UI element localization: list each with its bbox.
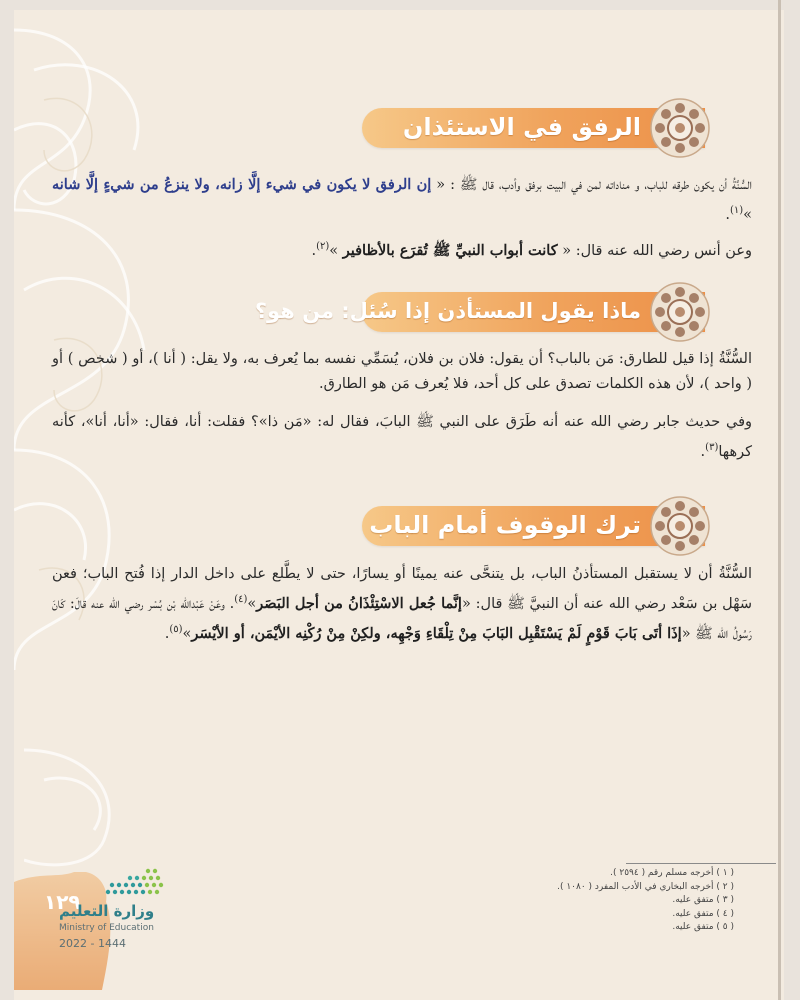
footnote-ref: (٣) xyxy=(705,442,719,453)
page-number: ١٢٩ xyxy=(44,890,81,914)
footnote-ref: (٤) xyxy=(234,594,248,605)
text-run: . xyxy=(164,625,170,642)
section-title-2: ماذا يقول المستأذن إذا سُئل: من هو؟ xyxy=(254,299,641,323)
text-run: » xyxy=(247,595,257,612)
footnote-item: ( ٣ ) متفق عليه. xyxy=(672,895,734,905)
footnote-ref: (٥) xyxy=(169,623,183,635)
text-run: وعن أنس رضي الله عنه قال: « xyxy=(557,242,752,259)
rosette-icon xyxy=(649,97,711,159)
text-run: » xyxy=(743,206,752,223)
emphasized-text: إذَا أتَى بَابَ قَوْمٍ لَمْ يَسْتَقْبِل البَابَ مِنْ تِلْقَاءِ وَجْهِه، ولكِنْ مِنْ رُكْنِه الأيْمَن، أو الأيْسَر xyxy=(191,624,682,642)
footnote-item: ( ٥ ) متفق عليه. xyxy=(672,922,734,932)
footnote-divider xyxy=(626,863,776,864)
ministry-name-english: Ministry of Education xyxy=(59,923,154,933)
ministry-name-arabic: وزارة التعليم xyxy=(59,902,155,920)
text-run: . وعَنْ عَبْدالله بْن بُسْر رضي الله عنه قالَ: كَانَ رَسُولُ الله ﷺ « xyxy=(52,595,752,642)
edition-year: 2022 - 1444 xyxy=(59,937,126,950)
text-run: السُّنَّةُ أن لا يستقبل المستأذنُ الباب، بل يتنحَّى عنه يمينًا أو يسارًا، حتى لا يطَّلع على داخل الدار إذا فُتح الباب؛ فعن سَهْل بن سَعْد رضي الله عنه أن النبيَّ ﷺ قال: « xyxy=(52,566,752,612)
arabesque-ornament-bottom-icon xyxy=(24,740,204,880)
text-run: » xyxy=(329,242,343,259)
ministry-logo-icon xyxy=(100,866,166,902)
footnote-ref: (١) xyxy=(729,205,744,216)
paragraph-s2-p1 xyxy=(52,347,752,397)
section-banner-3 xyxy=(362,506,705,546)
rosette-icon xyxy=(649,495,711,557)
text-run: . xyxy=(700,443,706,460)
section-title-3: ترك الوقوف أمام الباب xyxy=(369,511,641,539)
text-run: وفي حديث جابر رضي الله عنه أنه طَرَق على النبي ﷺ البابَ، فقال له: «مَن ذا»؟ فقلت: أنا، فقال: «أنا، أنا»، كأنه كرهها xyxy=(52,414,752,460)
section-title-1: الرفق في الاستئذان xyxy=(402,113,641,141)
text-run: السُّنَّةُ إذا قيل للطارق: مَن بالباب؟ أن يقول: فلان بن فلان، يُسَمِّي نفسه بما يُعرف به، ولا يقل: ( أنا )، أو ( شخص ) أو ( واحد )، لأن هذه الكلمات تصدق على كل أحد، فلا يُعرف مَن هو الطارق. xyxy=(52,351,752,392)
book-page xyxy=(14,10,784,1000)
rosette-icon xyxy=(649,281,711,343)
emphasized-text: إن الرفق لا يكون في شيء إلَّا زانه، ولا ينزعُ من شيءٍ إلَّا شانه xyxy=(52,176,432,193)
paragraph-s2-p2 xyxy=(52,410,752,465)
footnote-ref: (٢) xyxy=(316,241,330,252)
emphasized-text: كانت أبواب النبيِّ ﷺ تُقرَع بالأظافير xyxy=(342,241,558,259)
footnotes xyxy=(474,867,734,935)
section-banner-1 xyxy=(362,108,705,148)
paragraph-s3-p1 xyxy=(52,562,752,647)
page-edge-divider xyxy=(778,0,781,1000)
paragraph-s1-p2 xyxy=(52,234,752,264)
text-run: » xyxy=(182,625,192,642)
paragraph-s1-p1 xyxy=(52,172,752,228)
text-run: . xyxy=(311,242,317,259)
text-run: السُّنَّةُ أن يكون طرقه للباب، و مناداته لمن في البيت برفق وأدب، قال ﷺ : « xyxy=(431,177,753,193)
emphasized-text: إنَّما جُعل الاسْتِئْذَانُ من أجل البَصَر xyxy=(256,594,462,612)
text-run: . xyxy=(725,206,730,223)
section-banner-2 xyxy=(254,292,705,332)
footnote-item: ( ٢ ) أخرجه البخاري في الأدب المفرد ( ١٠٨٠ ). xyxy=(557,881,734,892)
footnote-item: ( ٤ ) متفق عليه. xyxy=(672,908,734,919)
footnote-item: ( ١ ) أخرجه مسلم رقم ( ٢٥٩٤ ). xyxy=(610,868,734,878)
